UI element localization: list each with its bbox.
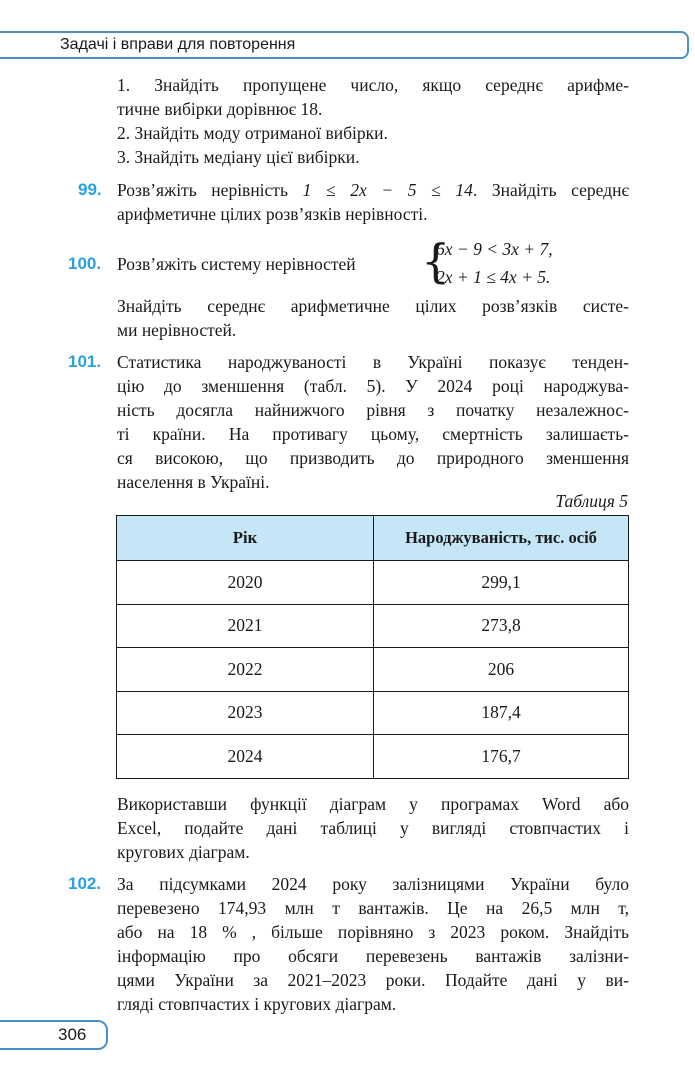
section-header bbox=[0, 31, 689, 59]
problem-number-99: 99. bbox=[78, 180, 102, 199]
inequality: 1 ≤ 2x − 5 ≤ 14 bbox=[302, 180, 473, 200]
problem-101-line: Статистика народжуваності в Україні показує тенден- bbox=[117, 352, 629, 372]
problem-100-line: Знайдіть середнє арифметичне цілих розв’язків систе- bbox=[117, 296, 629, 316]
problem-99-line: арифметичне цілих розв’язків нерівності. bbox=[117, 204, 428, 224]
system-eq2: 2x + 1 ≤ 4x + 5. bbox=[436, 267, 551, 287]
problem-101-line: ся високою, що призводить до природного зменшення bbox=[117, 448, 629, 468]
problem-101-line: населення в Україні. bbox=[117, 472, 270, 492]
problem-102-line: перевезено 174,93 млн т вантажів. Це на 26,5 млн т, bbox=[117, 898, 629, 918]
intro-line: 3. Знайдіть медіану цієї вибірки. bbox=[117, 147, 360, 167]
problem-102-line: або на 18 % , більше порівняно з 2023 роком. Знайдіть bbox=[117, 922, 629, 942]
problem-100-line: ми нерівностей. bbox=[117, 320, 237, 340]
intro-line: 2. Знайдіть моду отриманої вибірки. bbox=[117, 123, 388, 143]
header-births: Народжуваність, тис. осіб bbox=[374, 516, 629, 561]
cell-year: 2024 bbox=[117, 735, 374, 779]
problem-number-102: 102. bbox=[68, 874, 102, 893]
section-title: Задачі і вправи для повторення bbox=[60, 36, 296, 53]
problem-101-line: цію до зменшення (табл. 5). У 2024 році народжува- bbox=[117, 376, 629, 396]
table-row bbox=[117, 735, 629, 779]
table-row bbox=[117, 561, 629, 605]
problem-102-line: гляді стовпчастих і кругових діаграм. bbox=[117, 994, 397, 1014]
page-number: 306 bbox=[58, 1025, 87, 1044]
table-caption: Таблиця 5 bbox=[555, 491, 628, 511]
problem-102-line: інформацію про обсяги перевезень вантажів залізни- bbox=[117, 946, 629, 966]
problem-100-lead: Розв’яжіть систему нерівностей bbox=[117, 254, 356, 274]
page-number-box bbox=[0, 1020, 108, 1050]
cell-year: 2022 bbox=[117, 648, 374, 692]
table-row bbox=[117, 604, 629, 648]
text: Розв’яжіть нерівність bbox=[117, 180, 303, 200]
intro-line: 1. Знайдіть пропущене число, якщо середнє арифме- bbox=[117, 75, 629, 95]
problem-101-line: ність досягла найнижчого рівня з початку незалежнос- bbox=[117, 400, 629, 420]
header-year: Рік bbox=[117, 516, 374, 561]
cell-births: 176,7 bbox=[374, 735, 629, 779]
text: . Знайдіть середнє bbox=[472, 180, 629, 200]
cell-births: 206 bbox=[374, 648, 629, 692]
cell-births: 187,4 bbox=[374, 691, 629, 735]
cell-year: 2020 bbox=[117, 561, 374, 605]
cell-year: 2023 bbox=[117, 691, 374, 735]
system-brace: { bbox=[421, 234, 451, 288]
system-eq1: 6x − 9 < 3x + 7, bbox=[436, 239, 553, 259]
problem-101-after-line: Excel, подайте дані таблиці у вигляді стовпчастих і bbox=[117, 818, 629, 838]
problem-101-line: ті країни. На противагу цьому, смертність залишаєть- bbox=[117, 424, 629, 444]
cell-births: 273,8 bbox=[374, 604, 629, 648]
problem-102-line: цями України за 2021–2023 роки. Подайте дані у ви- bbox=[117, 970, 629, 990]
cell-births: 299,1 bbox=[374, 561, 629, 605]
problem-number-101: 101. bbox=[68, 352, 102, 371]
table-row bbox=[117, 691, 629, 735]
intro-line: тичне вибірки дорівнює 18. bbox=[117, 99, 323, 119]
problem-number-100: 100. bbox=[68, 254, 102, 273]
problem-101-after-line: кругових діаграм. bbox=[117, 842, 250, 862]
problem-99-line bbox=[117, 178, 629, 202]
problem-102-line: За підсумками 2024 року залізницями України було bbox=[117, 874, 629, 894]
cell-year: 2021 bbox=[117, 604, 374, 648]
birth-rate-table bbox=[116, 515, 629, 779]
table-row bbox=[117, 648, 629, 692]
problem-101-after-line: Використавши функції діаграм у програмах Word або bbox=[117, 794, 629, 814]
table-header-row bbox=[117, 516, 629, 561]
